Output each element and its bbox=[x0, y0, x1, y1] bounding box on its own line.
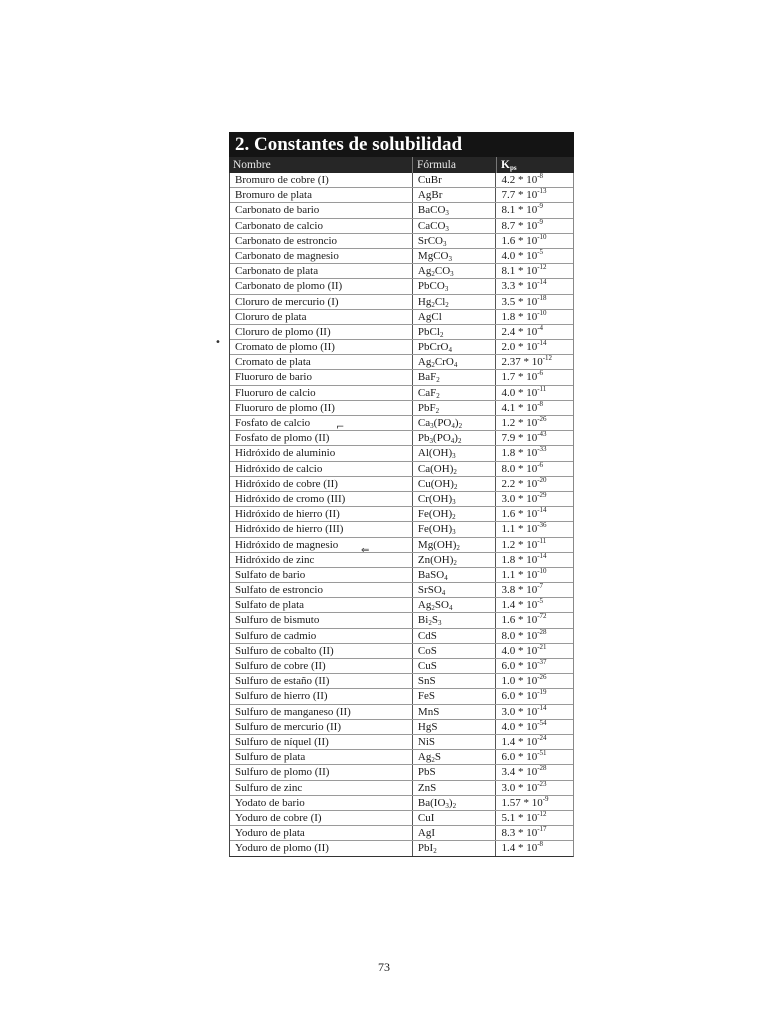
margin-dot: • bbox=[215, 337, 221, 348]
compound-formula: CuI bbox=[412, 811, 496, 825]
compound-formula: $Ca_3(PO_4)_2$ bbox=[412, 416, 496, 430]
compound-formula: PbF$_2$ bbox=[412, 401, 496, 415]
compound-name: Carbonato de estroncio bbox=[235, 234, 338, 247]
compound-name: Cloruro de plata bbox=[235, 310, 307, 323]
ksp-value: $3.8 * 10^{-7}$ bbox=[495, 583, 573, 597]
table-row bbox=[230, 173, 573, 188]
compound-formula: AgBr bbox=[412, 188, 496, 202]
ksp-value: $8.1 * 10^{-12}$ bbox=[495, 264, 573, 278]
table-row bbox=[230, 340, 573, 355]
table-row bbox=[230, 355, 573, 370]
compound-formula: PbS bbox=[412, 765, 496, 779]
ksp-value: $1.7 * 10^{-6}$ bbox=[495, 370, 573, 384]
compound-name: Sulfuro de cobre (II) bbox=[235, 660, 326, 672]
ksp-value: $4.2 * 10^{-8}$ bbox=[495, 173, 573, 187]
compound-name: Yoduro de plomo (II) bbox=[235, 842, 329, 855]
compound-formula: PbI$_2$ bbox=[412, 841, 496, 856]
compound-name: Cloruro de plomo (II) bbox=[235, 325, 331, 338]
compound-name: Bromuro de plata bbox=[235, 189, 312, 202]
table-row bbox=[230, 735, 573, 750]
table-row bbox=[230, 826, 573, 841]
ksp-value: $4.1 * 10^{-8}$ bbox=[495, 401, 573, 415]
compound-formula: $Hg_2Cl_2$ bbox=[412, 295, 496, 309]
ksp-value: $1.6 * 10^{-14}$ bbox=[495, 507, 573, 521]
compound-name: Hidróxido de zinc bbox=[235, 553, 315, 566]
ksp-value: $6.0 * 10^{-51}$ bbox=[495, 750, 573, 764]
compound-name: Yoduro de plata bbox=[235, 827, 305, 840]
table-row bbox=[230, 188, 573, 203]
compound-formula: $Ca(OH)_2$ bbox=[412, 462, 496, 476]
compound-name: Carbonato de bario bbox=[235, 204, 320, 217]
ksp-value: $8.0 * 10^{-28}$ bbox=[495, 629, 573, 643]
ksp-value: $4.0 * 10^{-11}$ bbox=[495, 386, 573, 400]
compound-formula: CaF$_2$ bbox=[412, 386, 496, 400]
ksp-value: $8.7 * 10^{-9}$ bbox=[495, 219, 573, 233]
compound-name: Sulfuro de zinc bbox=[235, 781, 303, 794]
table-title: 2. Constantes de solubilidad bbox=[229, 132, 574, 157]
ksp-value: $4.0 * 10^{-54}$ bbox=[495, 720, 573, 734]
compound-formula: MgCO$_3$ bbox=[412, 249, 496, 263]
ksp-value: $2.37 * 10^{-12}$ bbox=[495, 355, 573, 369]
compound-name: Fosfato de plomo (II) bbox=[235, 432, 330, 445]
ksp-value: $1.57 * 10^{-9}$ bbox=[495, 796, 573, 810]
ksp-value: $8.0 * 10^{-6}$ bbox=[495, 462, 573, 476]
ksp-value: $3.4 * 10^{-28}$ bbox=[495, 765, 573, 779]
compound-formula: $Cr(OH)_3$ bbox=[412, 492, 496, 506]
ksp-value: $1.8 * 10^{-14}$ bbox=[495, 553, 573, 567]
table-row bbox=[230, 264, 573, 279]
table-row bbox=[230, 203, 573, 218]
header-ksp: $K_{ps}$ bbox=[496, 157, 574, 173]
ksp-value: $1.8 * 10^{-10}$ bbox=[495, 310, 573, 324]
header-name: Nombre bbox=[233, 159, 271, 171]
compound-formula: $Ag_2CrO_4$ bbox=[412, 355, 496, 369]
ksp-value: $4.0 * 10^{-21}$ bbox=[495, 644, 573, 658]
table-row bbox=[230, 613, 573, 628]
compound-name: Sulfuro de hierro (II) bbox=[235, 690, 328, 703]
compound-formula: SrSO$_4$ bbox=[412, 583, 496, 597]
tick-mark-icon: ⌐ bbox=[336, 422, 345, 433]
table-row bbox=[230, 416, 573, 431]
table-row bbox=[230, 431, 573, 446]
table-row bbox=[230, 492, 573, 507]
compound-name: Hidróxido de calcio bbox=[235, 462, 323, 475]
table-row bbox=[230, 477, 573, 492]
ksp-value: $1.4 * 10^{-5}$ bbox=[495, 598, 573, 612]
table-row bbox=[230, 811, 573, 826]
table-row bbox=[230, 538, 573, 553]
compound-formula: AgCl bbox=[412, 310, 496, 324]
compound-name: Fluoruro de plomo (II) bbox=[235, 401, 335, 414]
compound-formula: SrCO$_3$ bbox=[412, 234, 496, 248]
compound-formula: $Ag_2SO_4$ bbox=[412, 598, 496, 612]
compound-formula: $Al(OH)_3$ bbox=[412, 446, 496, 460]
compound-name: Sulfuro de cobalto (II) bbox=[235, 644, 334, 657]
compound-formula: PbCO$_3$ bbox=[412, 279, 496, 293]
compound-formula: BaSO$_4$ bbox=[412, 568, 496, 582]
ksp-value: $1.8 * 10^{-33}$ bbox=[495, 446, 573, 460]
ksp-value: $1.1 * 10^{-36}$ bbox=[495, 522, 573, 536]
compound-name: Hidróxido de cromo (III) bbox=[235, 492, 346, 505]
compound-formula: SnS bbox=[412, 674, 496, 688]
compound-name: Fluoruro de calcio bbox=[235, 386, 316, 399]
compound-formula: $Bi_2S_3$ bbox=[412, 613, 496, 627]
compound-name: Sulfuro de bismuto bbox=[235, 614, 320, 627]
table-row bbox=[230, 325, 573, 340]
ksp-value: $1.6 * 10^{-72}$ bbox=[495, 613, 573, 627]
compound-formula: PbCl$_2$ bbox=[412, 325, 496, 339]
table-header bbox=[229, 157, 574, 173]
table-row bbox=[230, 310, 573, 325]
ksp-value: $2.4 * 10^{-4}$ bbox=[495, 325, 573, 339]
table-row bbox=[230, 674, 573, 689]
compound-formula: $Fe(OH)_3$ bbox=[412, 522, 496, 536]
ksp-value: $3.5 * 10^{-18}$ bbox=[495, 295, 573, 309]
compound-formula: $Cu(OH)_2$ bbox=[412, 477, 496, 491]
table-row bbox=[230, 401, 573, 416]
ksp-value: $2.2 * 10^{-20}$ bbox=[495, 477, 573, 491]
table-row bbox=[230, 796, 573, 811]
compound-formula: NiS bbox=[412, 735, 496, 749]
table-row bbox=[230, 659, 573, 674]
compound-formula: CdS bbox=[412, 629, 496, 643]
compound-name: Fluoruro de bario bbox=[235, 371, 312, 384]
compound-name: Carbonato de magnesio bbox=[235, 249, 339, 262]
ksp-value: $6.0 * 10^{-37}$ bbox=[495, 659, 573, 673]
compound-name: Sulfato de estroncio bbox=[235, 584, 323, 597]
ksp-value: $1.2 * 10^{-26}$ bbox=[495, 416, 573, 430]
compound-name: Sulfuro de estaño (II) bbox=[235, 675, 330, 688]
table-row bbox=[230, 720, 573, 735]
compound-name: Yodato de bario bbox=[235, 796, 305, 809]
compound-name: Sulfuro de níquel (II) bbox=[235, 735, 329, 748]
compound-formula: CuS bbox=[412, 659, 496, 673]
compound-formula: BaF$_2$ bbox=[412, 370, 496, 384]
table-row bbox=[230, 462, 573, 477]
table-row bbox=[230, 644, 573, 659]
compound-name: Carbonato de calcio bbox=[235, 219, 323, 232]
table-row bbox=[230, 689, 573, 704]
ksp-value: $1.1 * 10^{-10}$ bbox=[495, 568, 573, 582]
ksp-value: $3.0 * 10^{-23}$ bbox=[495, 781, 573, 795]
ksp-value: $6.0 * 10^{-19}$ bbox=[495, 689, 573, 703]
compound-formula: BaCO$_3$ bbox=[412, 203, 496, 217]
compound-name: Sulfuro de plomo (II) bbox=[235, 766, 330, 779]
compound-formula: CuBr bbox=[412, 173, 496, 187]
table-row bbox=[230, 629, 573, 644]
table-row bbox=[230, 234, 573, 249]
arrow-mark-icon: ⇐ bbox=[361, 545, 370, 556]
header-formula: Fórmula bbox=[412, 157, 496, 173]
compound-formula: CoS bbox=[412, 644, 496, 658]
compound-name: Hidróxido de cobre (II) bbox=[235, 477, 338, 490]
table-row bbox=[230, 370, 573, 385]
ksp-value: $3.0 * 10^{-14}$ bbox=[495, 705, 573, 719]
table-body bbox=[229, 173, 574, 857]
compound-name: Sulfato de bario bbox=[235, 568, 306, 581]
table-row bbox=[230, 386, 573, 401]
compound-name: Cloruro de mercurio (I) bbox=[235, 295, 339, 308]
compound-formula: PbCrO$_4$ bbox=[412, 340, 496, 354]
ksp-value: $1.4 * 10^{-8}$ bbox=[495, 841, 573, 856]
table-row bbox=[230, 522, 573, 537]
solubility-table bbox=[229, 132, 574, 857]
ksp-value: $2.0 * 10^{-14}$ bbox=[495, 340, 573, 354]
compound-name: Carbonato de plomo (II) bbox=[235, 280, 343, 293]
ksp-value: $7.9 * 10^{-43}$ bbox=[495, 431, 573, 445]
compound-formula: FeS bbox=[412, 689, 496, 703]
compound-formula: $Ba(IO_3)_2$ bbox=[412, 796, 496, 810]
compound-name: Hidróxido de aluminio bbox=[235, 447, 336, 460]
compound-name: Hidróxido de hierro (II) bbox=[235, 508, 340, 521]
compound-name: Sulfuro de cadmio bbox=[235, 629, 317, 642]
table-row bbox=[230, 598, 573, 613]
ksp-value: $1.0 * 10^{-26}$ bbox=[495, 674, 573, 688]
ksp-value: $1.4 * 10^{-24}$ bbox=[495, 735, 573, 749]
table-row bbox=[230, 781, 573, 796]
ksp-value: $1.6 * 10^{-10}$ bbox=[495, 234, 573, 248]
table-row bbox=[230, 841, 573, 856]
table-row bbox=[230, 583, 573, 598]
compound-name: Cromato de plomo (II) bbox=[235, 341, 335, 354]
compound-name: Bromuro de cobre (I) bbox=[235, 174, 329, 186]
compound-formula: HgS bbox=[412, 720, 496, 734]
table-row bbox=[230, 446, 573, 461]
page-number: 73 bbox=[378, 960, 390, 974]
ksp-value: $1.2 * 10^{-11}$ bbox=[495, 538, 573, 552]
compound-name: Sulfuro de plata bbox=[235, 751, 306, 764]
table-row bbox=[230, 219, 573, 234]
table-row bbox=[230, 249, 573, 264]
compound-name: Fosfato de calcio bbox=[235, 417, 311, 429]
table-row bbox=[230, 507, 573, 522]
ksp-value: $7.7 * 10^{-13}$ bbox=[495, 188, 573, 202]
header-ksp-subscript: ps bbox=[509, 164, 517, 172]
ksp-value: $8.3 * 10^{-17}$ bbox=[495, 826, 573, 840]
compound-name: Hidróxido de hierro (III) bbox=[235, 523, 344, 536]
table-row bbox=[230, 765, 573, 780]
compound-formula: $Pb_3(PO_4)_2$ bbox=[412, 431, 496, 445]
compound-name: Sulfuro de manganeso (II) bbox=[235, 705, 351, 718]
table-row bbox=[230, 705, 573, 720]
compound-name: Carbonato de plata bbox=[235, 265, 319, 278]
compound-formula: MnS bbox=[412, 705, 496, 719]
compound-name: Hidróxido de magnesio bbox=[235, 538, 339, 551]
table-row bbox=[230, 568, 573, 583]
ksp-value: $3.3 * 10^{-14}$ bbox=[495, 279, 573, 293]
ksp-value: $5.1 * 10^{-12}$ bbox=[495, 811, 573, 825]
table-row bbox=[230, 295, 573, 310]
compound-formula: $Zn(OH)_2$ bbox=[412, 553, 496, 567]
ksp-value: $8.1 * 10^{-9}$ bbox=[495, 203, 573, 217]
table-row bbox=[230, 279, 573, 294]
compound-formula: $Fe(OH)_2$ bbox=[412, 507, 496, 521]
compound-name: Yoduro de cobre (I) bbox=[235, 811, 322, 824]
ksp-value: $4.0 * 10^{-5}$ bbox=[495, 249, 573, 263]
compound-formula: AgI bbox=[412, 826, 496, 840]
compound-formula: ZnS bbox=[412, 781, 496, 795]
compound-formula: $Ag_2CO_3$ bbox=[412, 264, 496, 278]
compound-formula: $Ag_2S$ bbox=[412, 750, 496, 764]
compound-name: Cromato de plata bbox=[235, 356, 311, 369]
compound-name: Sulfato de plata bbox=[235, 599, 305, 612]
table-row bbox=[230, 750, 573, 765]
ksp-value: $3.0 * 10^{-29}$ bbox=[495, 492, 573, 506]
compound-formula: $Mg(OH)_2$ bbox=[412, 538, 496, 552]
table-row bbox=[230, 553, 573, 568]
compound-formula: CaCO$_3$ bbox=[412, 219, 496, 233]
compound-name: Sulfuro de mercurio (II) bbox=[235, 720, 341, 733]
